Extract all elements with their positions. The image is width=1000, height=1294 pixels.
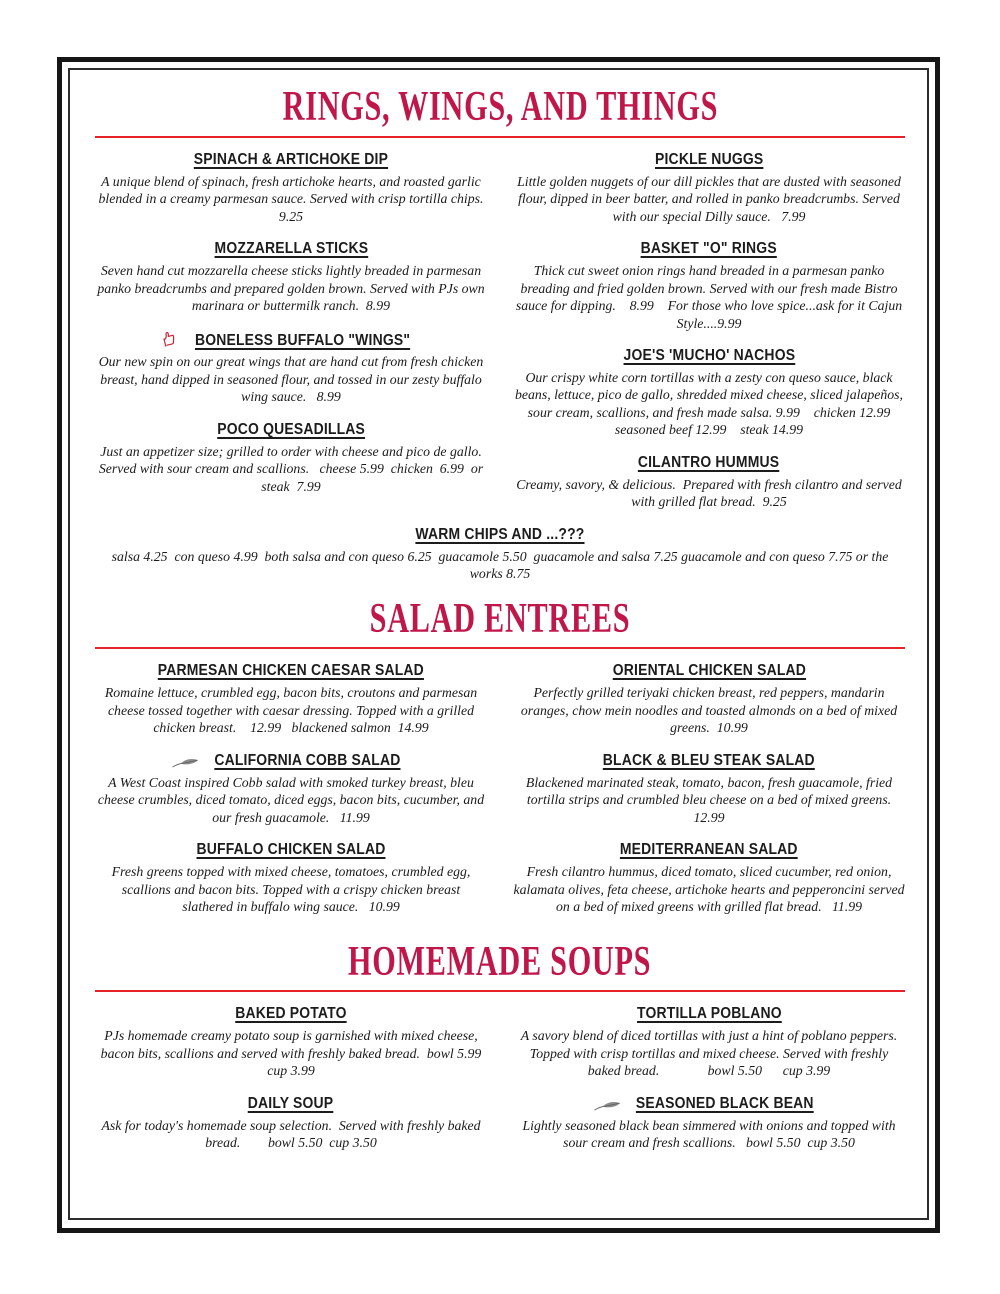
item-description: PJs homemade creamy potato soup is garnished with mixed cheese, bacon bits, scallions and served with freshly baked bread. bowl 5.99 cup 3.99 (100, 1028, 492, 1079)
left-column (95, 1005, 492, 1166)
menu-item-california-cobb-salad (95, 752, 487, 826)
menu-item-boneless-buffalo-wings (95, 330, 487, 406)
thumbs-up-icon (160, 330, 178, 348)
item-name: DAILY SOUP (248, 1094, 334, 1112)
item-description: Little golden nuggets of our dill pickles that are dusted with seasoned flour, dipped in beer batter, and rolled in panko breadcrumbs. Served with our special Dilly sauce. 7.99 (517, 173, 905, 224)
menu-item-oriental-chicken-salad (513, 662, 905, 736)
item-name: MEDITERRANEAN SALAD (620, 841, 798, 859)
menu-item-pickle-nuggs (513, 151, 905, 225)
item-description: Our new spin on our great wings that are hand cut from fresh chicken breast, hand dipped in seasoned flour, and tossed in our zesty buffalo wing sauce. 8.99 (98, 354, 487, 405)
menu-item-spinach-artichoke-dip (95, 150, 491, 225)
item-description: Fresh cilantro hummus, diced tomato, sliced cucumber, red onion, kalamata olives, feta cheese, artichoke hearts and pepperoncini served on a bed of mixed greens with grilled flat bread. 11.99 (513, 863, 908, 915)
menu-item-cilantro-hummus (513, 454, 905, 511)
section-title (95, 86, 905, 129)
item-name: BONELESS BUFFALO "WINGS" (95, 330, 487, 350)
feather-icon (594, 1100, 621, 1111)
section-divider-rule (95, 990, 905, 992)
item-name: BLACK & BLEU STEAK SALAD (602, 751, 816, 769)
item-description: Fresh greens topped with mixed cheese, tomatoes, crumbled egg, scallions and bacon bits. Topped with a crispy chicken breast slathered in buffalo wing sauce. 10.99 (111, 863, 474, 915)
menu-item-warm-chips (95, 526, 905, 583)
menu-page (95, 84, 909, 1177)
menu-item-tortilla-poblano (513, 1005, 905, 1079)
menu-item-parmesan-chicken-caesar-salad (95, 662, 487, 736)
item-name: PICKLE NUGGS (654, 150, 764, 168)
item-name: BUFFALO CHICKEN SALAD (196, 841, 386, 859)
section-title (95, 938, 905, 985)
item-description: A West Coast inspired Cobb salad with smoked turkey breast, bleu cheese crumbles, diced tomato, diced eggs, bacon bits, cucumber, and our fresh guacamole. 11.99 (97, 774, 488, 825)
section-salad-entrees (95, 595, 909, 931)
item-name: SPINACH & ARTICHOKE DIP (193, 150, 389, 168)
right-column (513, 1005, 905, 1166)
item-description: Lightly seasoned black bean simmered with onions and topped with sour cream and fresh scallions. bowl 5.50 cup 3.50 (522, 1117, 900, 1151)
item-description: Ask for today's homemade soup selection. Served with freshly baked bread. bowl 5.50 cup 3.50 (101, 1117, 484, 1151)
right-column (513, 151, 905, 526)
item-description: A unique blend of spinach, fresh artichoke hearts, and roasted garlic blended in a creamy parmesan sauce. Served with crisp tortilla chips. 9.25 (98, 173, 491, 224)
menu-item-mediterranean-salad (513, 841, 908, 915)
two-column-layout (95, 1005, 905, 1166)
right-column (513, 662, 909, 930)
menu-item-black-and-bleu-steak-salad (513, 751, 909, 826)
item-name: MOZZARELLA STICKS (214, 240, 368, 258)
item-description: salsa 4.25 con queso 4.99 both salsa and con queso 6.25 guacamole 5.50 guacamole and salsa 7.25 guacamole and con queso 7.75 or the works 8.75 (111, 548, 892, 582)
item-name: ORIENTAL CHICKEN SALAD (612, 662, 806, 680)
item-name: CALIFORNIA COBB SALAD (95, 752, 487, 770)
section-divider-rule (95, 647, 905, 649)
feather-icon (172, 757, 199, 768)
menu-item-basket-o-rings (513, 240, 905, 332)
section-rings-wings-and-things (95, 86, 905, 583)
item-name: BAKED POTATO (235, 1005, 347, 1023)
item-description: Seven hand cut mozzarella cheese sticks lightly breaded in parmesan panko breadcrumbs and prepared golden brown. Served with PJs own marinara or buttermilk ranch. 8.99 (97, 263, 489, 314)
item-name: POCO QUESADILLAS (217, 420, 365, 438)
item-description: Thick cut sweet onion rings hand breaded in a parmesan panko breading and fried golden brown. Served with our fresh made Bistro sauce for dipping. 8.99 For those who love spice...ask for it Cajun Style....9.99 (515, 263, 906, 331)
menu-item-poco-quesadillas (95, 421, 487, 495)
section-title-text: SALAD ENTREES (369, 595, 631, 642)
item-name: BASKET "O" RINGS (640, 240, 778, 258)
item-description: Blackened marinated steak, tomato, bacon, fresh guacamole, fried tortilla strips and crumbled bleu cheese on a bed of mixed greens. 12.99 (525, 774, 909, 825)
item-name: WARM CHIPS AND ...??? (415, 525, 585, 543)
item-description: Romaine lettuce, crumbled egg, bacon bits, croutons and parmesan cheese tossed together with caesar dressing. Topped with a grilled chicken breast. 12.99 blackened salmon 14.99 (104, 685, 481, 736)
left-column (95, 150, 491, 526)
menu-item-baked-potato (95, 1005, 492, 1079)
menu-item-seasoned-black-bean (513, 1095, 905, 1152)
section-divider-rule (95, 136, 905, 138)
item-description: Just an appetizer size; grilled to order with cheese and pico de gallo. Served with sour cream and scallions. cheese 5.99 chicken 6.99 or steak 7.99 (98, 443, 489, 494)
menu-item-buffalo-chicken-salad (95, 841, 487, 915)
item-description: Our crispy white corn tortillas with a zesty con queso sauce, black beans, lettuce, pico de gallo, shredded mixed cheese, sliced jalapeños, sour cream, scallions, and fresh made salsa. 9.99 chicken 12.99 seasoned beef 12.99 steak 14.99 (515, 369, 907, 438)
two-column-layout (95, 151, 905, 526)
menu-item-daily-soup (95, 1095, 487, 1152)
menu-item-joes-mucho-nachos (513, 347, 905, 439)
item-description: Perfectly grilled teriyaki chicken breast, red peppers, mandarin oranges, chow mein noodles and toasted almonds on a bed of mixed greens. 10.99 (520, 685, 901, 736)
two-column-layout (95, 662, 909, 930)
item-name: CILANTRO HUMMUS (638, 453, 780, 471)
section-homemade-soups (95, 938, 905, 1167)
item-name: SEASONED BLACK BEAN (513, 1095, 905, 1113)
item-description: Creamy, savory, & delicious. Prepared with fresh cilantro and served with grilled flat bread. 9.25 (516, 476, 906, 510)
item-name: TORTILLA POBLANO (636, 1005, 782, 1023)
left-column (95, 662, 487, 930)
section-title-text: HOMEMADE SOUPS (348, 938, 652, 985)
section-title-text: RINGS, WINGS, AND THINGS (282, 84, 718, 130)
menu-item-mozzarella-sticks (95, 240, 487, 314)
section-title (95, 595, 905, 642)
item-description: A savory blend of diced tortillas with just a hint of poblano peppers. Topped with crisp tortillas and mixed cheese. Served with freshly baked bread. bowl 5.50 cup 3.99 (520, 1028, 901, 1079)
item-name: PARMESAN CHICKEN CAESAR SALAD (157, 662, 425, 680)
item-name: JOE'S 'MUCHO' NACHOS (623, 347, 795, 365)
